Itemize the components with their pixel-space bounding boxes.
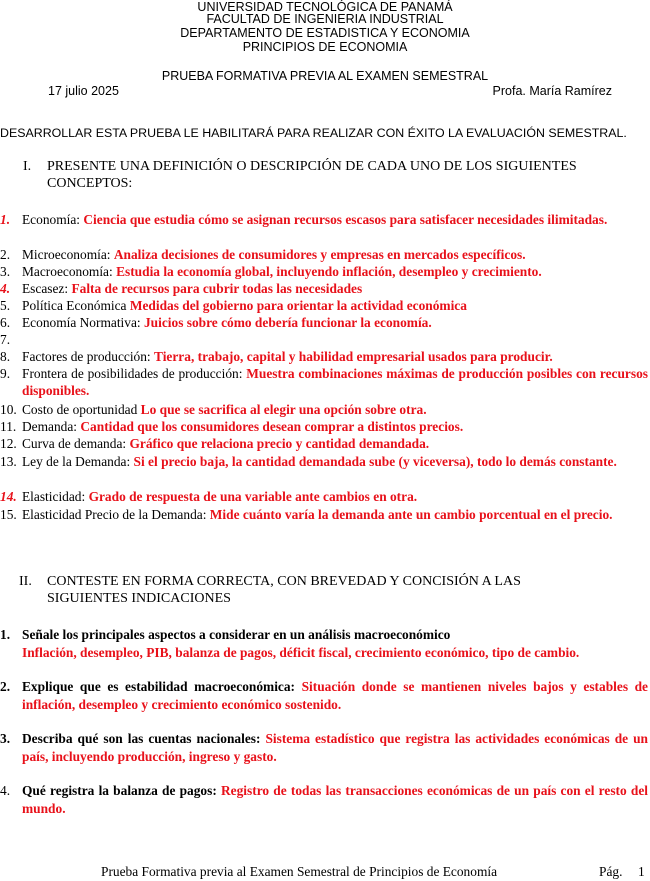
intro-note: DESARROLLAR ESTA PRUEBA LE HABILITARÁ PARA REALIZAR CON ÉXITO LA EVALUACIÓN SEMESTRAL. xyxy=(0,126,627,140)
item-number: 11. xyxy=(0,419,17,434)
course-name: PRINCIPIOS DE ECONOMIA xyxy=(242,40,408,54)
item-number: 13. xyxy=(0,454,17,469)
concept-answer: Falta de recursos para cubrir todas las necesidades xyxy=(71,281,363,296)
item-number: 2. xyxy=(0,247,11,262)
item-number: 14. xyxy=(0,489,17,504)
question-answer: Sistema estadístico que registra las actividades económicas de un país, incluyendo producción, ingreso y gasto. xyxy=(22,731,649,764)
concept-answer: Tierra, trabajo, capital y habilidad empresarial usados para producir. xyxy=(154,349,553,364)
section2-title-line1: CONTESTE EN FORMA CORRECTA, CON BREVEDAD Y CONCISIÓN A LAS xyxy=(47,574,521,589)
question-text: Describa qué son las cuentas nacionales: xyxy=(22,731,266,746)
item-number: 1. xyxy=(0,212,11,227)
question-number: 1. xyxy=(0,627,11,642)
footer-page-number: 1 xyxy=(638,864,645,879)
section2-roman: II. xyxy=(19,574,32,589)
concept-answer: Grado de respuesta de una variable ante cambios en otra. xyxy=(88,489,418,504)
concept-answer: Analiza decisiones de consumidores y empresas en mercados específicos. xyxy=(113,247,526,262)
concept-term: Microeconomía: xyxy=(22,247,114,262)
item-number: 12. xyxy=(0,436,17,451)
concept-term: Elasticidad Precio de la Demanda: xyxy=(22,507,210,522)
concept-term: Economía: xyxy=(22,212,84,227)
concept-item xyxy=(0,506,650,540)
exam-date: 17 julio 2025 xyxy=(48,84,119,98)
concept-item xyxy=(0,365,650,399)
concept-term: Escasez: xyxy=(22,281,72,296)
question-text: Explique que es estabilidad macroeconómica: xyxy=(22,679,302,694)
question-answer: Registro de todas las transacciones económicas de un país con el resto del mundo. xyxy=(22,783,648,816)
concept-answer: Si el precio baja, la cantidad demandada sube (y viceversa), todo lo demás constante. xyxy=(133,454,617,469)
concept-item xyxy=(0,453,650,487)
question-number: 2. xyxy=(0,679,11,694)
section2-title-line2: SIGUIENTES INDICACIONES xyxy=(47,591,231,606)
question-text: Señale los principales aspectos a considerar en un análisis macroeconómico xyxy=(22,627,451,642)
section1-title-line2: CONCEPTOS: xyxy=(47,176,133,191)
question-answer: Inflación, desempleo, PIB, balanza de pagos, déficit fiscal, crecimiento económico, tipo de cambio. xyxy=(22,645,580,660)
question-number: 4. xyxy=(0,783,11,798)
item-number: 3. xyxy=(0,264,11,279)
concept-answer: Mide cuánto varía la demanda ante un cambio porcentual en el precio. xyxy=(209,507,613,522)
question-number: 3. xyxy=(0,731,11,746)
item-number: 7. xyxy=(0,332,11,347)
professor-name: Profa. María Ramírez xyxy=(492,84,612,98)
concept-answer: Ciencia que estudia cómo se asignan recursos escasos para satisfacer necesidades ilimitadas. xyxy=(83,212,608,227)
concept-term: Factores de producción: xyxy=(22,349,155,364)
concept-term: Demanda: xyxy=(22,419,81,434)
concept-item xyxy=(0,211,650,245)
item-number: 9. xyxy=(0,366,11,381)
concept-term: Elasticidad: xyxy=(22,489,89,504)
concept-term: Curva de demanda: xyxy=(22,436,130,451)
concept-term: Frontera de posibilidades de producción: xyxy=(22,366,247,381)
concept-answer: Gráfico que relaciona precio y cantidad demandada. xyxy=(129,436,430,451)
question-answer: Situación donde se mantienen niveles bajos y estables de inflación, desempleo y crecimiento económico sostenido. xyxy=(22,679,648,712)
faculty-name: FACULTAD DE INGENIERIA INDUSTRIAL xyxy=(206,12,444,26)
university-name: UNIVERSIDAD TECNOLÓGICA DE PANAMÁ xyxy=(197,0,453,14)
item-number: 4. xyxy=(0,281,11,296)
concept-answer: Muestra combinaciones máximas de producción posibles con recursos disponibles. xyxy=(22,366,648,398)
concept-term: Costo de oportunidad xyxy=(22,402,141,417)
concept-term: Economía Normativa: xyxy=(22,315,144,330)
section1-roman: I. xyxy=(23,159,32,174)
concept-answer: Juicios sobre cómo debería funcionar la economía. xyxy=(143,315,432,330)
item-number: 10. xyxy=(0,402,17,417)
concept-term: Política Económica xyxy=(22,298,130,313)
section1-title-line1: PRESENTE UNA DEFINICIÓN O DESCRIPCIÓN DE CADA UNO DE LOS SIGUIENTES xyxy=(47,159,577,174)
concept-answer: Medidas del gobierno para orientar la actividad económica xyxy=(129,298,467,313)
concept-answer: Cantidad que los consumidores desean comprar a distintos precios. xyxy=(80,419,464,434)
concept-term: Macroeconomía: xyxy=(22,264,117,279)
concept-answer: Estudia la economía global, incluyendo inflación, desempleo y crecimiento. xyxy=(116,264,542,279)
footer-page-label: Pág. xyxy=(599,864,623,879)
concept-term: Ley de la Demanda: xyxy=(22,454,134,469)
item-number: 15. xyxy=(0,507,17,522)
department-name: DEPARTAMENTO DE ESTADISTICA Y ECONOMIA xyxy=(180,26,470,40)
exam-title: PRUEBA FORMATIVA PREVIA AL EXAMEN SEMESTRAL xyxy=(161,69,489,83)
item-number: 5. xyxy=(0,298,11,313)
concept-answer: Lo que se sacrifica al elegir una opción sobre otra. xyxy=(140,402,427,417)
item-number: 8. xyxy=(0,349,11,364)
question-text: Qué registra la balanza de pagos: xyxy=(22,783,221,798)
item-number: 6. xyxy=(0,315,11,330)
footer-text: Prueba Formativa previa al Examen Semestral de Principios de Economía xyxy=(101,864,498,879)
